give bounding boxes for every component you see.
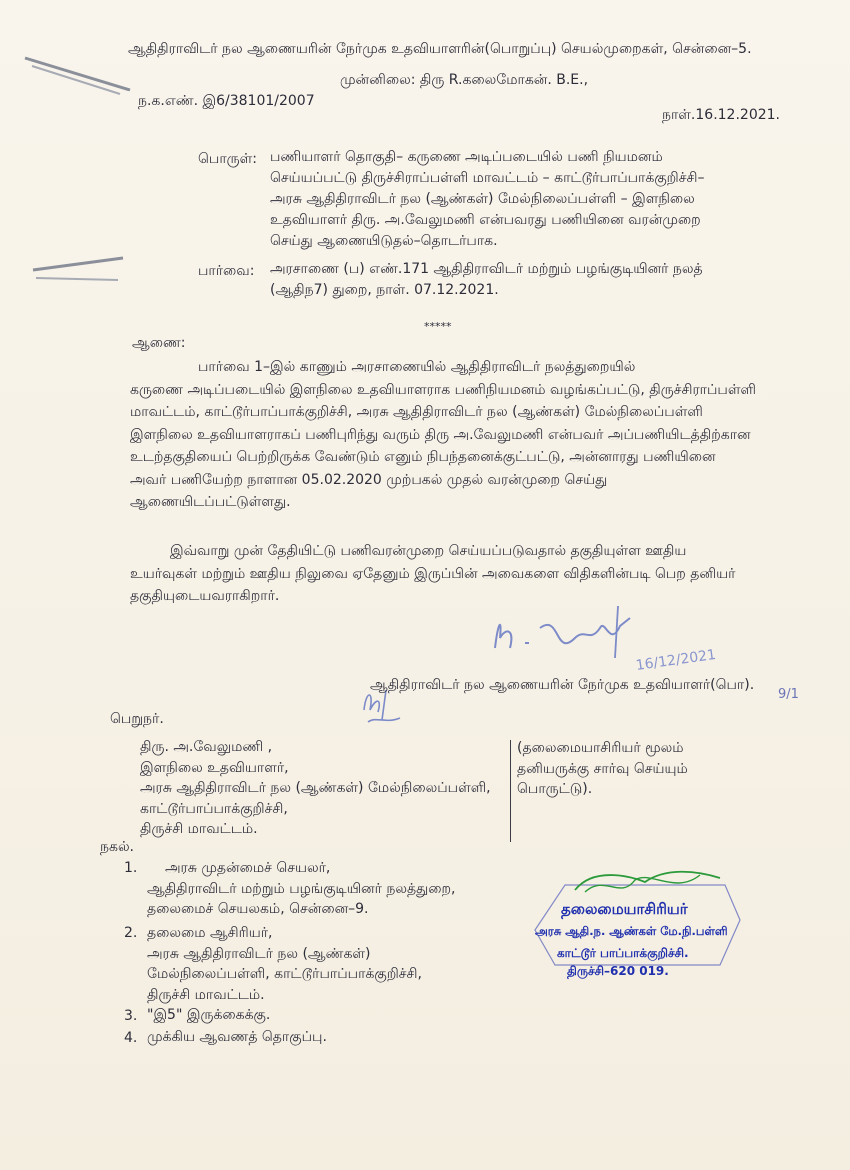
initials-text: 9/1 <box>778 687 799 702</box>
signature-date: 16/12/2021 <box>634 646 718 674</box>
via-line: பொருட்டு). <box>517 781 593 797</box>
copy-item-number: 1. <box>124 860 138 876</box>
copy-item-number: 4. <box>124 1030 138 1046</box>
subject-line: செய்யப்பட்டு திருச்சிராப்பள்ளி மாவட்டம் – காட்டூர்பாப்பாக்குறிச்சி– <box>270 170 705 186</box>
stamp-school: அரசு ஆதி.ந. ஆண்கள் மே.நி.பள்ளி <box>535 924 728 938</box>
order-label: ஆணை: <box>132 335 186 351</box>
stamp-place: காட்டூர் பாப்பாக்குறிச்சி. <box>557 946 689 960</box>
order-line: கருணை அடிப்படையில் இளநிலை உதவியாளராக பணிநியமனம் வழங்கப்பட்டு, திருச்சிராப்பள்ளி <box>130 381 756 398</box>
copy-line: அரசு முதன்மைச் செயலர், <box>165 860 331 876</box>
headmaster-stamp <box>525 860 755 980</box>
copy-item-4 <box>147 1027 507 1048</box>
recipient-line: திருச்சி மாவட்டம். <box>140 821 258 837</box>
order-line: உடற்தகுதியைப் பெற்றிருக்க வேண்டும் எனும் நிபந்தனைக்குட்பட்டு, அன்னாரது பணியினை <box>130 449 716 465</box>
recipient-line: இளநிலை உதவியாளர், <box>140 759 289 776</box>
stamp-title: தலைமையாசிரியர் <box>561 900 688 918</box>
file-number: ந.க.எண். இ6/38101/2007 <box>138 93 315 109</box>
subject-line: செய்து ஆணையிடுதல்–தொடர்பாக. <box>270 233 498 249</box>
order-line: உயர்வுகள் மற்றும் ஊதிய நிலுவை ஏதேனும் இருப்பின் அவைகளை விதிகளின்படி பெற தனியர் <box>130 565 736 582</box>
reference-line: (ஆதிந7) துறை, நாள். 07.12.2021. <box>270 282 499 298</box>
order-line: பார்வை 1–இல் காணும் அரசாணையில் ஆதிதிராவிடர் நலத்துறையில் <box>198 359 636 375</box>
copy-line: அரசு ஆதிதிராவிடர் நல (ஆண்கள்) <box>147 945 371 962</box>
subject-line: பணியாளர் தொகுதி– கருணை அடிப்படையில் பணி நியமனம் <box>270 149 663 165</box>
subject-line: உதவியாளர் திரு. அ.வேலுமணி என்பவரது பணியினை வரன்முறை <box>270 212 701 228</box>
via-line: (தலைமையாசிரியர் மூலம் <box>517 740 684 756</box>
order-line: இளநிலை உதவியாளராகப் பணிபுரிந்து வரும் திரு அ.வேலுமணி என்பவர் அப்பணியிடத்திற்கான <box>130 426 751 443</box>
recipient-line: காட்டூர்பாப்பாக்குறிச்சி, <box>140 800 288 817</box>
copy-line: மேல்நிலைப்பள்ளி, காட்டூர்பாப்பாக்குறிச்சி, <box>147 966 422 982</box>
reference-label: பார்வை: <box>198 263 255 279</box>
header-line-2: முன்னிலை: திரு R.கலைமோகன். B.E., <box>340 72 589 88</box>
subject-line: அரசு ஆதிதிராவிடர் நல (ஆண்கள்) மேல்நிலைப்பள்ளி – இளநிலை <box>270 191 695 207</box>
order-line: ஆணையிடப்பட்டுள்ளது. <box>130 494 291 510</box>
copy-line: முக்கிய ஆவணத் தொகுப்பு. <box>147 1029 327 1045</box>
copy-item-number: 3. <box>124 1008 138 1024</box>
punch-mark-top <box>20 50 140 110</box>
copy-item-3 <box>147 1005 507 1026</box>
subject-label: பொருள்: <box>198 151 257 167</box>
punch-mark-bottom <box>28 250 128 300</box>
via-line: தனியருக்கு சார்வு செய்யும் <box>517 760 688 777</box>
copy-label: நகல். <box>100 839 135 855</box>
copy-line: தலைமை ஆசிரியர், <box>147 925 273 941</box>
copy-item-1 <box>147 858 525 920</box>
divider-line <box>510 740 511 842</box>
recipient-address <box>140 737 500 840</box>
header-line-1: ஆதிதிராவிடர் நல ஆணையரின் நேர்முக உதவியாளரின்(பொறுப்பு) செயல்முறைகள், சென்னை–5. <box>128 41 752 57</box>
copy-line: திருச்சி மாவட்டம். <box>147 986 265 1003</box>
copy-line: தலைமைச் செயலகம், சென்னை–9. <box>147 901 369 917</box>
reference-line: அரசாணை (ப) எண்.171 ஆதிதிராவிடர் மற்றும் பழங்குடியினர் நலத் <box>270 261 703 277</box>
recipient-label: பெறுநர். <box>110 711 164 727</box>
signatory-designation: ஆதிதிராவிடர் நல ஆணையரின் நேர்முக உதவியாளர்(பொ). <box>370 677 755 693</box>
separator: ***** <box>424 320 452 333</box>
copy-line: "இ5" இருக்கைக்கு. <box>147 1007 271 1023</box>
subject-text <box>270 147 760 252</box>
recipient-line: அரசு ஆதிதிராவிடர் நல (ஆண்கள்) மேல்நிலைப்பள்ளி, <box>140 780 491 796</box>
document-date: நாள்.16.12.2021. <box>662 107 780 123</box>
order-paragraph-1 <box>130 356 790 514</box>
copy-item-2 <box>147 923 507 1005</box>
order-line: அவர் பணியேற்ற நாளான 05.02.2020 முற்பகல் முதல் வரன்முறை செய்து <box>130 471 608 488</box>
stamp-pincode: திருச்சி–620 019. <box>567 964 669 978</box>
order-line: மாவட்டம், காட்டூர்பாப்பாக்குறிச்சி, அரசு ஆதிதிராவிடர் நல (ஆண்கள்) மேல்நிலைப்பள்ளி <box>130 404 703 420</box>
recipient-via-note <box>517 738 717 800</box>
reference-text <box>270 259 760 301</box>
copy-line: ஆதிதிராவிடர் மற்றும் பழங்குடியினர் நலத்துறை, <box>147 880 456 897</box>
recipient-line: திரு. அ.வேலுமணி , <box>140 739 273 755</box>
order-line: தகுதியுடையவராகிறார். <box>130 588 280 604</box>
copy-item-number: 2. <box>124 925 138 941</box>
handwritten-signature <box>480 598 720 678</box>
stamp-border <box>525 860 755 980</box>
order-line: இவ்வாறு முன் தேதியிட்டு பணிவரன்முறை செய்யப்படுவதால் தகுதியுள்ள ஊதிய <box>170 543 687 559</box>
